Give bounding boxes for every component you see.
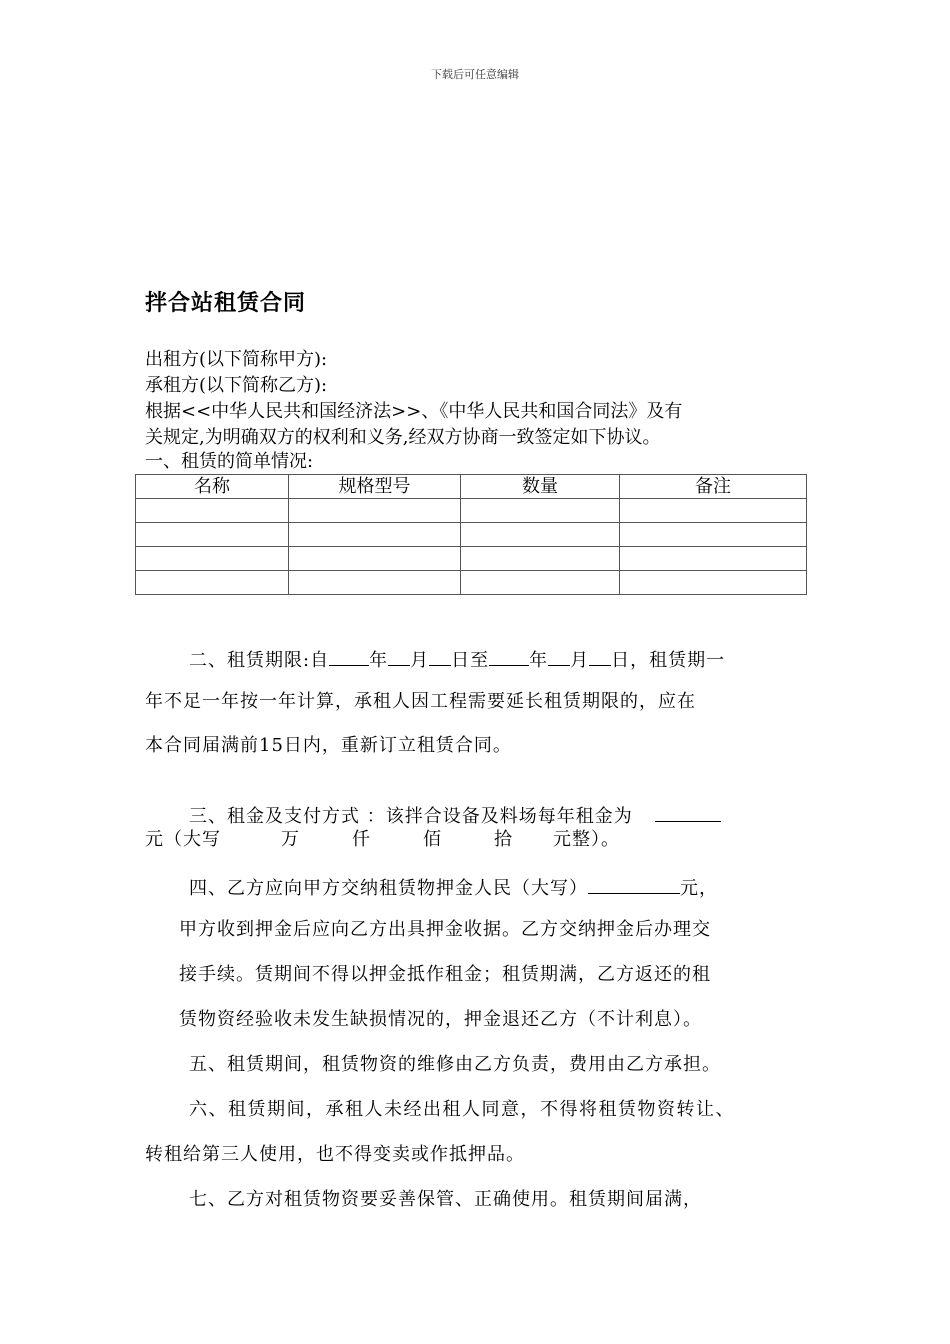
month-blank-2[interactable] <box>548 647 570 666</box>
section-4-line-2: 甲方收到押金后应向乙方出具押金收据。乙方交纳押金后办理交 <box>179 919 711 940</box>
table-cell <box>289 547 461 571</box>
table-cell <box>289 571 461 595</box>
table-header-cell: 规格型号 <box>289 475 461 499</box>
sec2-day1: 日至 <box>451 650 490 671</box>
sec3-bai: 佰 <box>423 829 442 850</box>
deposit-amount-blank[interactable] <box>588 875 680 894</box>
sec2-month2: 月 <box>570 650 590 671</box>
rent-amount-blank[interactable] <box>655 803 721 822</box>
table-header-cell: 名称 <box>136 475 289 499</box>
table-cell <box>620 547 807 571</box>
table-cell <box>620 523 807 547</box>
table-cell <box>136 571 289 595</box>
table-cell <box>136 523 289 547</box>
lessor-line: 出租方(以下简称甲方): <box>145 349 328 370</box>
table-cell <box>461 499 620 523</box>
sec3-yuan-daxie: 元（大写 <box>145 829 221 850</box>
table-row <box>136 571 807 595</box>
year-blank-2[interactable] <box>489 647 529 666</box>
table-row <box>136 499 807 523</box>
table-cell <box>461 571 620 595</box>
section-3-line-1 <box>189 803 721 829</box>
table-header-cell: 数量 <box>461 475 620 499</box>
table-cell <box>289 523 461 547</box>
table-cell <box>136 499 289 523</box>
sec2-year2: 年 <box>529 650 549 671</box>
sec3-qian: 仟 <box>352 829 371 850</box>
section-4-line-1 <box>189 875 718 901</box>
table-row <box>136 547 807 571</box>
table-row <box>136 523 807 547</box>
lease-items-table <box>135 474 807 595</box>
table-cell <box>461 547 620 571</box>
section-4-line-4: 赁物资经验收未发生缺损情况的，押金退还乙方（不计利息）。 <box>179 1009 702 1030</box>
basis-line-2: 关规定,为明确双方的权利和义务,经双方协商一致签定如下协议。 <box>145 427 661 448</box>
page-header: 下载后可任意编辑 <box>431 68 519 81</box>
sec3-wan: 万 <box>281 829 300 850</box>
sec3-text: 三、租金及支付方式 ：该拌合设备及料场每年租金为 <box>189 806 633 827</box>
day-blank-1[interactable] <box>429 647 451 666</box>
section-6-line-1: 六、租赁期间，承租人未经出租人同意，不得将租赁物资转让、 <box>189 1099 735 1120</box>
sec2-month1: 月 <box>410 650 430 671</box>
month-blank-1[interactable] <box>388 647 410 666</box>
section-4-line-3: 接手续。赁期间不得以押金抵作租金；租赁期满，乙方返还的租 <box>179 964 711 985</box>
sec2-day2: 日，租赁期一 <box>611 650 726 671</box>
section-2-line-3: 本合同届满前15日内，重新订立租赁合同。 <box>145 735 512 756</box>
section-2-line-2: 年不足一年按一年计算，承租人因工程需要延长租赁期限的，应在 <box>145 691 696 712</box>
sec3-shi: 拾 <box>494 829 513 850</box>
sec2-prefix: 二、租赁期限:自 <box>189 650 330 671</box>
table-cell <box>136 547 289 571</box>
section-5-line: 五、租赁期间，租赁物资的维修由乙方负责，费用由乙方承担。 <box>189 1054 721 1075</box>
contract-title: 拌合站租赁合同 <box>145 291 307 316</box>
table-cell <box>289 499 461 523</box>
lessee-line: 承租方(以下简称乙方): <box>145 375 328 396</box>
year-blank-1[interactable] <box>329 647 369 666</box>
section-6-line-2: 转租给第三人使用，也不得变卖或作抵押品。 <box>145 1144 525 1165</box>
table-cell <box>461 523 620 547</box>
basis-line-1: 根据<<中华人民共和国经济法>>、《中华人民共和国合同法》及有 <box>145 401 683 422</box>
day-blank-2[interactable] <box>589 647 611 666</box>
sec3-end: 元整）。 <box>553 829 620 850</box>
table-cell <box>620 499 807 523</box>
section-3-line-2 <box>145 828 620 852</box>
table-header-cell: 备注 <box>620 475 807 499</box>
section-7-line-1: 七、乙方对租赁物资要妥善保管、正确使用。租赁期间届满， <box>189 1189 702 1210</box>
table-cell <box>620 571 807 595</box>
sec4-end: 元， <box>680 878 718 899</box>
table-header-row <box>136 475 807 499</box>
section-1-heading: 一、租赁的简单情况: <box>145 451 314 472</box>
section-2-line-1 <box>189 647 725 673</box>
sec4-text: 四、乙方应向甲方交纳租赁物押金人民（大写） <box>189 878 588 899</box>
sec2-year1: 年 <box>369 650 389 671</box>
